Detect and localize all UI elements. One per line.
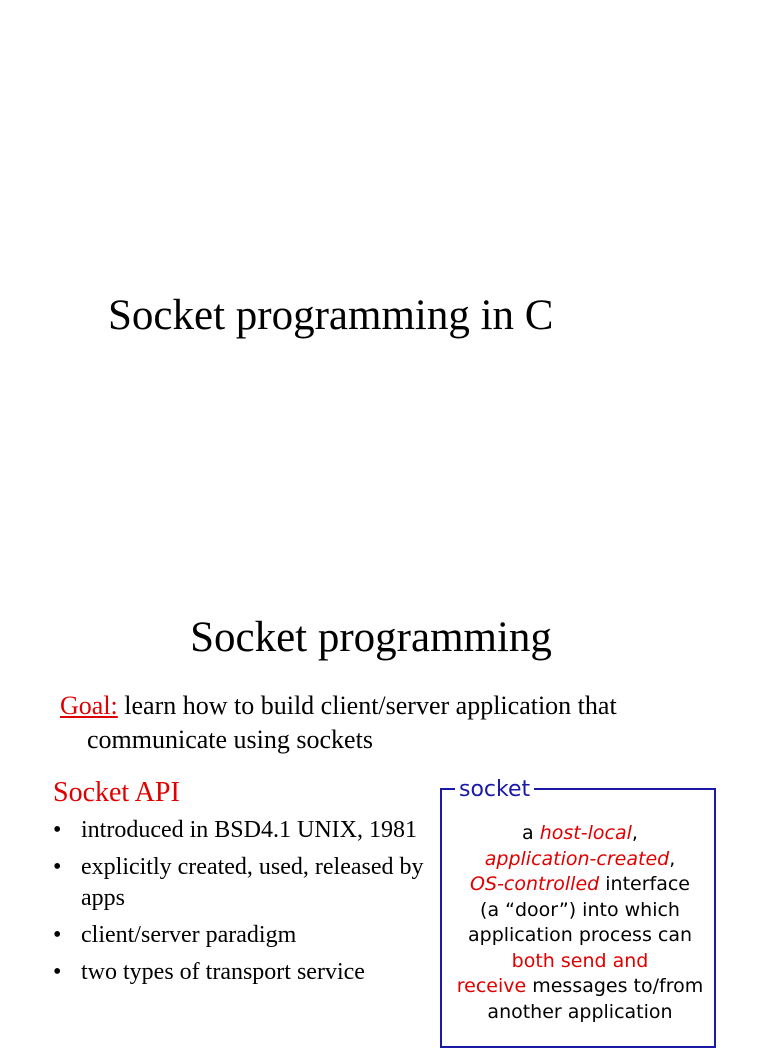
slide-title: Socket programming in C [108, 292, 554, 339]
bullet-item [53, 920, 433, 951]
socket-definition-fragment: host-local [539, 822, 632, 844]
bullet-marker: • [53, 922, 62, 948]
socket-definition-text [445, 821, 715, 1025]
bullet-marker: • [53, 854, 62, 880]
goal-line-1 [60, 689, 700, 723]
socket-definition-line [445, 974, 715, 1000]
socket-definition-fragment: receive [456, 975, 527, 997]
socket-definition-fragment: a [522, 822, 540, 844]
bullet-item [53, 852, 433, 914]
socket-definition-line [445, 872, 715, 898]
socket-definition-fragment: application-created [484, 847, 670, 870]
socket-definition-fragment: , [669, 847, 676, 870]
bullet-text: client/server paradigm [81, 922, 297, 948]
goal-label: Goal: [60, 691, 118, 720]
bullet-marker: • [53, 817, 62, 843]
socket-definition-fragment: another application [487, 1000, 673, 1023]
socket-definition-fragment: , [631, 822, 638, 844]
goal-text-2: communicate using sockets [87, 725, 373, 754]
goal-text-1: learn how to build client/server application that [117, 691, 617, 720]
socket-definition-fragment: (a “door”) into which [480, 898, 680, 921]
socket-definition-fragment: messages to/from [526, 975, 704, 997]
socket-definition-line [445, 847, 715, 873]
bullet-marker: • [53, 959, 62, 985]
bullet-item [53, 815, 433, 846]
bullet-text: introduced in BSD4.1 UNIX, 1981 [81, 817, 417, 843]
socket-definition-line [445, 821, 715, 847]
socket-definition-line [445, 923, 715, 949]
socket-definition-line [445, 898, 715, 924]
socket-api-heading: Socket API [53, 777, 180, 808]
socket-definition-fragment: application process can [467, 924, 693, 946]
bullet-item [53, 957, 433, 988]
bullet-list [53, 815, 433, 994]
goal-statement [60, 689, 700, 757]
socket-definition-fragment: OS-controlled [470, 873, 600, 895]
bullet-text: explicitly created, used, released by apps [81, 854, 424, 911]
socket-definition-line [445, 1000, 715, 1026]
socket-definition-fragment: both send and [511, 949, 649, 972]
slide-title-socket-programming: Socket programming [190, 614, 552, 661]
socket-box-label: socket [455, 776, 534, 804]
socket-definition-fragment: interface [599, 873, 690, 895]
socket-definition-line [445, 949, 715, 975]
bullet-text: two types of transport service [81, 959, 365, 985]
